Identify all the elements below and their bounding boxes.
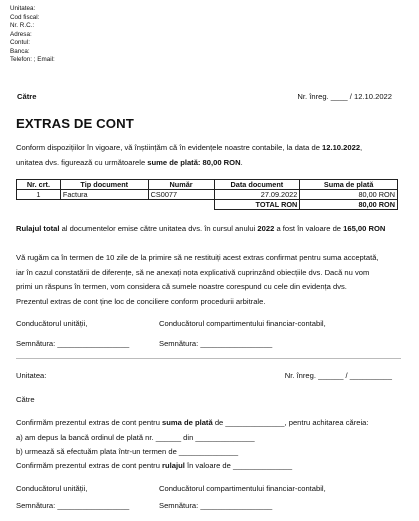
table-cell: Factura [60, 190, 148, 200]
table-cell: CS0077 [148, 190, 214, 200]
confirm-amount-line [16, 418, 369, 427]
confirm-text[interactable]: de ______________, pentru achitarea căreia: [212, 418, 369, 427]
empty-cell [148, 200, 214, 210]
confirm-turnover-line [16, 461, 292, 470]
column-header: Suma de plată [300, 180, 398, 190]
annual-turnover [16, 224, 385, 233]
header-field: Contul: [10, 39, 30, 46]
payment-order-line[interactable]: a) am depus la bancă ordinul de plată nr. ______ din ______________ [16, 433, 255, 442]
turnover-label: Rulajul total [16, 224, 60, 233]
intro-text: , [360, 143, 363, 152]
finance-head-title: Conducătorul compartimentului financiar-contabil, [159, 319, 326, 328]
turnover-label: rulajul [162, 461, 185, 470]
table-header-row [17, 180, 398, 190]
column-header: Data document [214, 180, 300, 190]
header-field: Unitatea: [10, 5, 36, 12]
confirm-text: Confirmăm prezentul extras de cont pentru [16, 461, 163, 470]
header-field: Banca: [10, 47, 30, 55]
intro-text: unitatea dvs. figurează cu următoarele [16, 158, 148, 167]
amount-due: sume de plată: 80,00 RON [147, 158, 241, 167]
amount-label: suma de plată [162, 418, 213, 427]
table-total-row [17, 200, 398, 210]
confirm-text: Confirmăm prezentul extras de cont pentru [16, 418, 163, 427]
document-title: EXTRAS DE CONT [16, 116, 134, 131]
paragraph-line: Vă rugăm ca în termen de 10 zile de la primire să ne restituiți acest extras confirmat pentru suma acceptată, [16, 253, 379, 262]
confirm-text[interactable]: în valoare de ______________ [184, 461, 293, 470]
company-header [10, 5, 55, 65]
header-field: Nr. R.C.: [10, 22, 35, 29]
finance-head-signature-line[interactable]: Semnătura: _________________ [159, 339, 273, 348]
reply-finance-head-signature-line[interactable]: Semnătura: _________________ [159, 501, 273, 510]
reply-director-signature-line[interactable]: Semnătura: _________________ [16, 501, 130, 510]
paragraph-line: primi un răspuns în termen, vom considera că sumele noastre corespund cu cele din evidența dvs. [16, 282, 347, 291]
director-signature-line[interactable]: Semnătura: _________________ [16, 339, 130, 348]
table-cell: 1 [17, 190, 61, 200]
turnover-text: al documentelor emise către unitatea dvs. în cursul anului [59, 224, 258, 233]
registration-number: Nr. înreg. ____ / 12.10.2022 [297, 92, 392, 101]
intro-text: Conform dispozițiilor în vigoare, vă înștiințăm că în evidențele noastre contabile, la data de [16, 143, 323, 152]
paragraph-line: Prezentul extras de cont ține loc de conciliere conform procedurii arbitrale. [16, 296, 266, 306]
reply-registration-number[interactable]: Nr. înreg. ______ / __________ [284, 371, 392, 380]
reply-unit-label: Unitatea: [16, 371, 47, 380]
turnover-year: 2022 [257, 224, 275, 233]
intro-text: . [240, 158, 243, 167]
recipient-label: Către [17, 92, 37, 101]
intro-line-2 [16, 158, 243, 167]
column-header: Nr. crt. [17, 180, 61, 190]
turnover-text: a fost în valoare de [274, 224, 344, 233]
payment-term-line[interactable]: b) urmează să efectuăm plata într-un termen de ______________ [16, 447, 239, 456]
header-field: Adresa: [10, 30, 32, 38]
paragraph-line: iar în cazul constatării de diferențe, să ne anexați nota explicativă cuprinzând obiecțiile dvs. Dacă nu vom [16, 267, 370, 277]
table-row [17, 190, 398, 200]
table-cell: 27.09.2022 [214, 190, 300, 200]
reply-recipient-label: Către [16, 395, 35, 404]
reply-director-title: Conducătorul unității, [16, 484, 88, 493]
total-value: 80,00 RON [300, 200, 398, 210]
column-header: Tip document [60, 180, 148, 190]
header-field: Telefon: ; Email: [10, 56, 55, 63]
section-divider [16, 358, 401, 359]
empty-cell [60, 200, 148, 210]
instructions-paragraph [16, 251, 379, 309]
reply-finance-head-title: Conducătorul compartimentului financiar-contabil, [159, 484, 326, 493]
intro-line-1 [16, 143, 362, 152]
empty-cell [17, 200, 61, 210]
header-field: Cod fiscal: [10, 13, 40, 21]
total-label: TOTAL RON [214, 200, 300, 210]
documents-table [16, 179, 398, 210]
director-title: Conducătorul unității, [16, 319, 88, 328]
column-header: Număr [148, 180, 214, 190]
turnover-value: 165,00 RON [343, 224, 386, 233]
statement-date: 12.10.2022 [322, 143, 361, 152]
table-cell: 80,00 RON [300, 190, 398, 200]
